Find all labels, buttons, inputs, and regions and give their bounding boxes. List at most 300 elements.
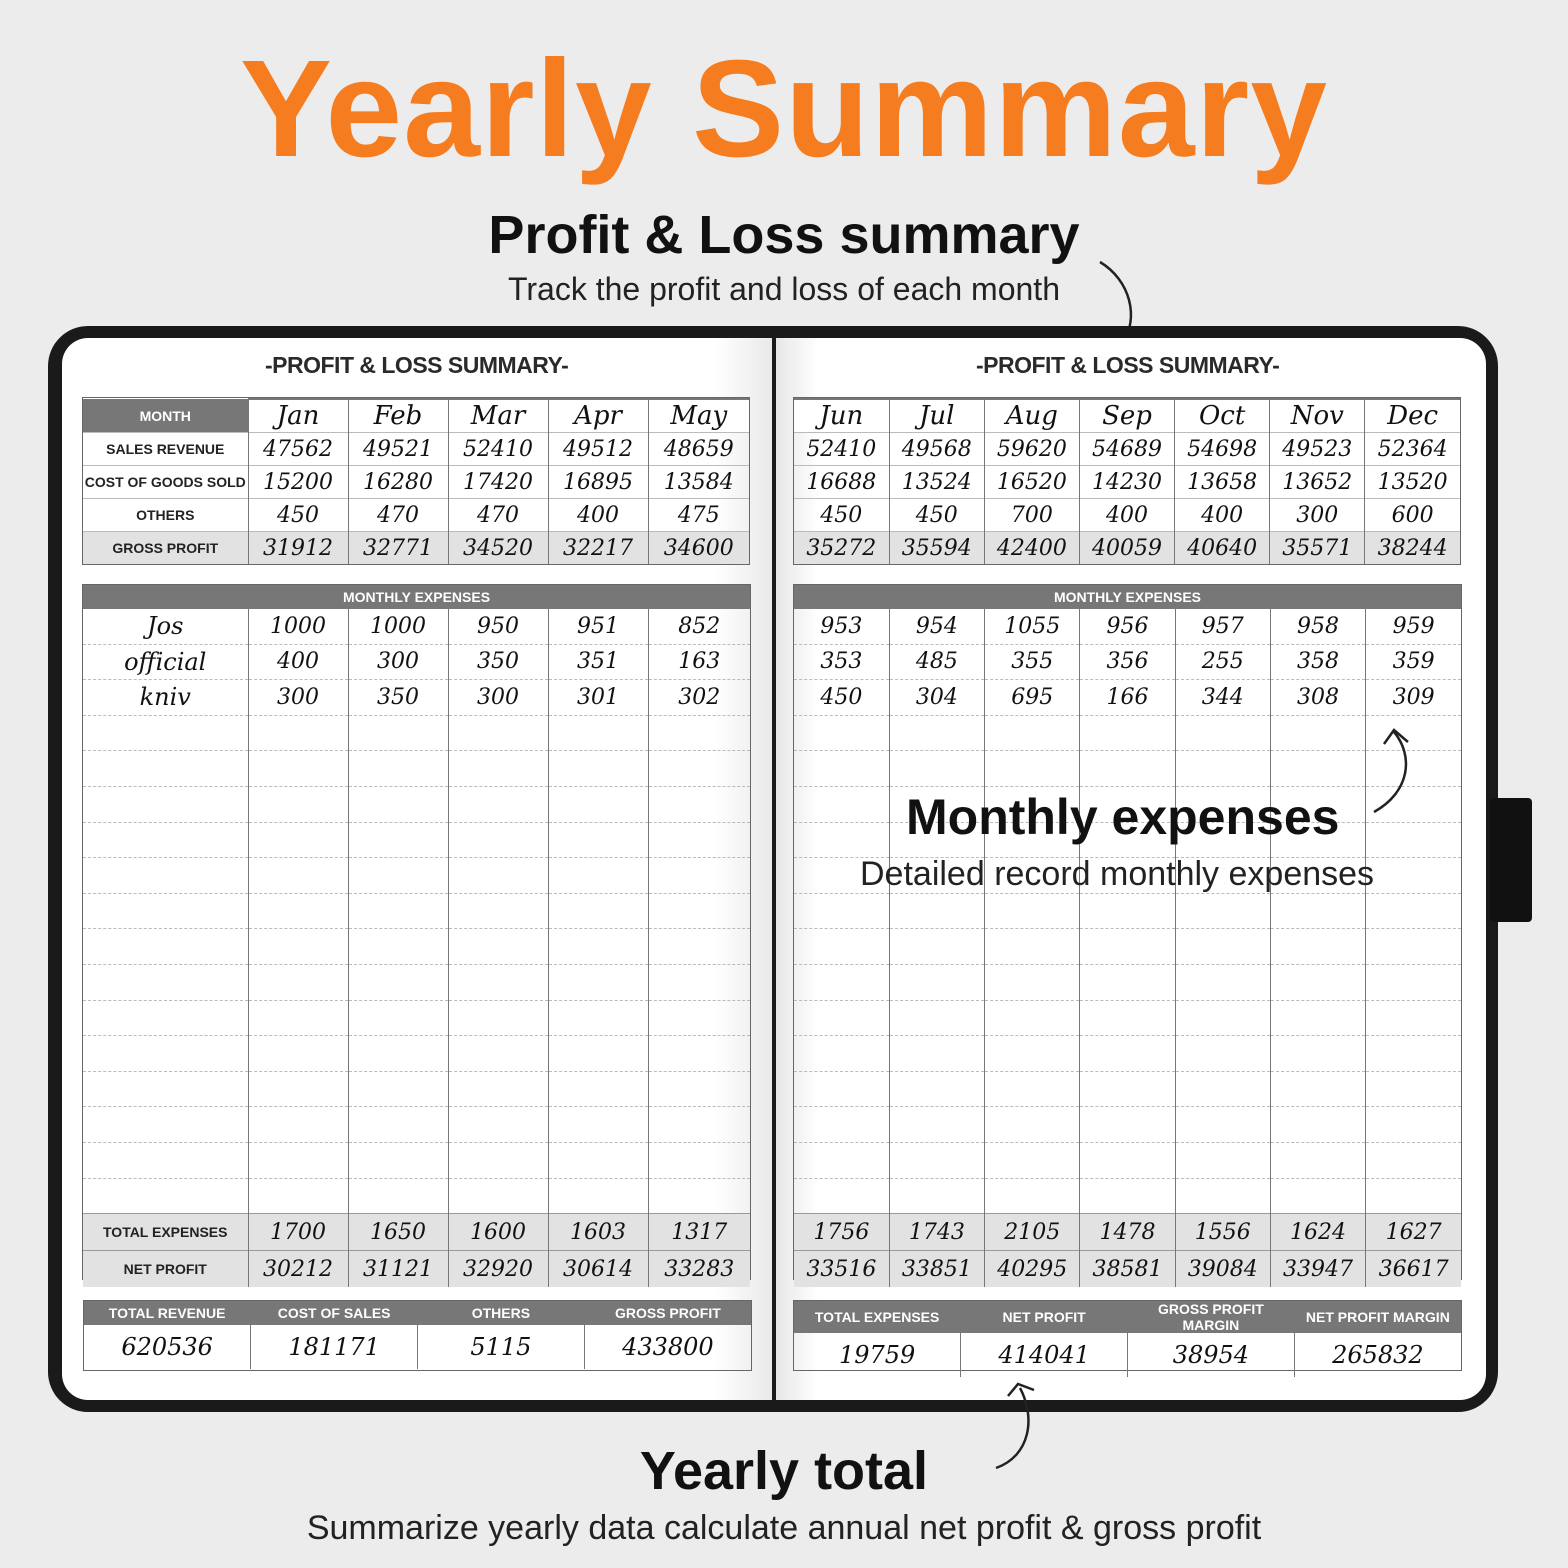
month-row — [83, 399, 749, 433]
blank-cell — [889, 1071, 984, 1107]
blank-cell — [548, 822, 648, 858]
expense-cell: 400 — [248, 644, 348, 680]
blank-cell — [889, 751, 984, 787]
expense-name: Jos — [147, 612, 184, 641]
others-label: OTHERS — [83, 499, 248, 532]
expense-cell: 954 — [889, 609, 984, 644]
blank-cell — [348, 786, 448, 822]
blank-cell — [889, 964, 984, 1000]
net-profit-margin-value: 265832 — [1294, 1333, 1461, 1377]
blank-cell — [83, 751, 248, 787]
blank-cell — [548, 1142, 648, 1178]
blank-cell — [248, 1142, 348, 1178]
blank-expense-row — [794, 893, 1461, 929]
blank-cell — [448, 964, 548, 1000]
right-expenses-table — [794, 585, 1461, 1287]
others-cell: 600 — [1365, 499, 1460, 532]
blank-expense-row — [83, 858, 750, 894]
net-profit-cell: 33283 — [648, 1251, 750, 1288]
cogs-cell: 13652 — [1270, 466, 1365, 499]
cogs-row — [83, 466, 749, 499]
pl-callout-subtitle: Track the profit and loss of each month — [508, 271, 1060, 307]
sales-label: SALES REVENUE — [83, 433, 248, 466]
expense-cell: 1055 — [985, 609, 1080, 644]
blank-cell — [83, 715, 248, 751]
blank-cell — [248, 1071, 348, 1107]
blank-cell — [794, 822, 889, 858]
blank-cell — [548, 1036, 648, 1072]
yearly-total-title: Yearly total — [639, 1441, 929, 1501]
blank-cell — [1080, 715, 1175, 751]
expense-row — [83, 609, 750, 644]
blank-cell — [794, 1000, 889, 1036]
cogs-cell: 16520 — [984, 466, 1079, 499]
expense-cell: 359 — [1366, 644, 1461, 680]
blank-cell — [448, 929, 548, 965]
net-profit-cell: 40295 — [985, 1251, 1080, 1288]
blank-cell — [1270, 715, 1365, 751]
blank-cell — [985, 715, 1080, 751]
total-expenses-cell: 1624 — [1270, 1214, 1365, 1251]
blank-expense-row — [794, 1071, 1461, 1107]
sales-cell: 49523 — [1270, 433, 1365, 466]
blank-cell — [248, 822, 348, 858]
net-profit-value: 414041 — [961, 1333, 1128, 1377]
blank-cell — [248, 786, 348, 822]
expense-cell: 351 — [548, 644, 648, 680]
net-profit-cell: 33947 — [1270, 1251, 1365, 1288]
total-revenue-label: TOTAL REVENUE — [84, 1301, 251, 1325]
left-yearly-table — [84, 1301, 751, 1369]
blank-cell — [1175, 715, 1270, 751]
expenses-header-row — [794, 585, 1461, 609]
expense-row — [794, 644, 1461, 680]
blank-expense-row — [83, 893, 750, 929]
blank-cell — [1080, 1071, 1175, 1107]
gross-label: GROSS PROFIT — [83, 532, 248, 565]
expense-cell: 959 — [1366, 609, 1461, 644]
blank-cell — [348, 1071, 448, 1107]
blank-cell — [348, 715, 448, 751]
blank-cell — [548, 1178, 648, 1214]
total-expenses-label: TOTAL EXPENSES — [794, 1301, 961, 1333]
month-jan: Jan — [248, 399, 348, 433]
net-profit-row — [83, 1251, 750, 1288]
cost-of-sales-value: 181171 — [251, 1325, 418, 1369]
expense-cell: 951 — [548, 609, 648, 644]
gross-cell: 34600 — [648, 532, 749, 565]
blank-cell — [248, 715, 348, 751]
sales-cell: 48659 — [648, 433, 749, 466]
expense-row — [794, 609, 1461, 644]
expense-cell: 353 — [794, 644, 889, 680]
cogs-cell: 13584 — [648, 466, 749, 499]
blank-cell — [83, 858, 248, 894]
gross-cell: 35594 — [889, 532, 984, 565]
net-profit-cell: 36617 — [1366, 1251, 1461, 1288]
net-profit-row — [794, 1251, 1461, 1288]
blank-cell — [794, 893, 889, 929]
gross-cell: 32217 — [548, 532, 648, 565]
blank-cell — [1080, 1107, 1175, 1143]
blank-cell — [1366, 929, 1461, 965]
blank-cell — [448, 1000, 548, 1036]
expense-cell: 302 — [648, 680, 750, 716]
blank-cell — [348, 964, 448, 1000]
gross-cell: 35272 — [794, 532, 889, 565]
sales-cell: 49521 — [348, 433, 448, 466]
yearly-value-row — [794, 1333, 1461, 1377]
page-title: Yearly Summary — [239, 32, 1328, 186]
net-profit-cell: 33516 — [794, 1251, 889, 1288]
blank-cell — [448, 751, 548, 787]
blank-cell — [985, 1107, 1080, 1143]
expense-cell: 956 — [1080, 609, 1175, 644]
month-row — [794, 399, 1460, 433]
blank-cell — [1080, 1142, 1175, 1178]
blank-cell — [83, 929, 248, 965]
month-nov: Nov — [1270, 399, 1365, 433]
cogs-cell: 13524 — [889, 466, 984, 499]
blank-cell — [1175, 893, 1270, 929]
blank-cell — [1270, 1178, 1365, 1214]
gross-cell: 40059 — [1079, 532, 1174, 565]
blank-cell — [248, 1000, 348, 1036]
blank-cell — [548, 715, 648, 751]
total-expenses-cell: 1650 — [348, 1214, 448, 1251]
expense-cell: 958 — [1270, 609, 1365, 644]
blank-cell — [648, 751, 750, 787]
cogs-cell: 17420 — [448, 466, 548, 499]
blank-cell — [1175, 1000, 1270, 1036]
expense-cell: 350 — [348, 680, 448, 716]
blank-cell — [348, 1107, 448, 1143]
blank-cell — [985, 1071, 1080, 1107]
blank-expense-row — [83, 715, 750, 751]
others-row — [83, 499, 749, 532]
right-page-title: -PROFIT & LOSS SUMMARY- — [976, 352, 1280, 378]
blank-cell — [794, 964, 889, 1000]
net-profit-cell: 30614 — [548, 1251, 648, 1288]
net-profit-cell: 30212 — [248, 1251, 348, 1288]
blank-cell — [83, 822, 248, 858]
cogs-cell: 16280 — [348, 466, 448, 499]
yearly-header-row — [794, 1301, 1461, 1333]
gross-profit-margin-value: 38954 — [1128, 1333, 1295, 1377]
blank-cell — [348, 929, 448, 965]
blank-cell — [548, 751, 648, 787]
blank-cell — [83, 1107, 248, 1143]
blank-cell — [1080, 964, 1175, 1000]
net-profit-cell: 33851 — [889, 1251, 984, 1288]
blank-cell — [1080, 893, 1175, 929]
expense-cell: 450 — [794, 680, 889, 716]
blank-cell — [248, 964, 348, 1000]
blank-cell — [83, 1142, 248, 1178]
month-dec: Dec — [1365, 399, 1460, 433]
blank-cell — [1270, 751, 1365, 787]
expense-cell: 304 — [889, 680, 984, 716]
blank-cell — [1080, 751, 1175, 787]
blank-cell — [1366, 1071, 1461, 1107]
month-jul: Jul — [889, 399, 984, 433]
blank-cell — [448, 893, 548, 929]
blank-cell — [1366, 1142, 1461, 1178]
expense-cell: 350 — [448, 644, 548, 680]
blank-cell — [1175, 1071, 1270, 1107]
blank-cell — [794, 715, 889, 751]
blank-cell — [794, 1071, 889, 1107]
sales-cell: 54689 — [1079, 433, 1174, 466]
blank-cell — [348, 893, 448, 929]
blank-cell — [889, 1000, 984, 1036]
others-cell: 475 — [648, 499, 749, 532]
blank-cell — [548, 1071, 648, 1107]
expense-cell: 300 — [348, 644, 448, 680]
others-cell: 450 — [794, 499, 889, 532]
blank-cell — [794, 1036, 889, 1072]
others-row — [794, 499, 1460, 532]
total-expenses-row — [794, 1214, 1461, 1251]
total-expenses-cell: 1756 — [794, 1214, 889, 1251]
expense-row — [83, 680, 750, 716]
expenses-header-row — [83, 585, 750, 609]
blank-expense-row — [794, 1142, 1461, 1178]
blank-cell — [889, 715, 984, 751]
blank-expense-row — [83, 1071, 750, 1107]
gross-profit-label: GROSS PROFIT — [584, 1301, 751, 1325]
gross-row — [794, 532, 1460, 565]
blank-cell — [1080, 1178, 1175, 1214]
total-expenses-cell: 1700 — [248, 1214, 348, 1251]
expense-cell: 695 — [985, 680, 1080, 716]
blank-cell — [985, 751, 1080, 787]
blank-cell — [548, 929, 648, 965]
blank-expense-row — [83, 1178, 750, 1214]
others-cell: 300 — [1270, 499, 1365, 532]
cogs-cell: 16688 — [794, 466, 889, 499]
blank-cell — [1366, 1107, 1461, 1143]
pen-loop-tab — [1490, 798, 1532, 922]
others-cell: 400 — [1175, 499, 1270, 532]
expense-row — [83, 644, 750, 680]
yearly-value-row — [84, 1325, 751, 1369]
left-expenses-table — [83, 585, 750, 1287]
monthly-expenses-label: MONTHLY EXPENSES — [83, 585, 750, 609]
gross-cell: 31912 — [248, 532, 348, 565]
blank-cell — [448, 1071, 548, 1107]
blank-cell — [889, 893, 984, 929]
sales-cell: 52410 — [794, 433, 889, 466]
blank-cell — [1175, 964, 1270, 1000]
blank-cell — [648, 1107, 750, 1143]
expense-cell: 356 — [1080, 644, 1175, 680]
blank-cell — [1270, 1000, 1365, 1036]
blank-expense-row — [83, 929, 750, 965]
blank-cell — [248, 1178, 348, 1214]
blank-cell — [648, 964, 750, 1000]
blank-cell — [1175, 1107, 1270, 1143]
blank-cell — [794, 929, 889, 965]
pl-callout-title: Profit & Loss summary — [488, 205, 1080, 265]
expense-cell: 344 — [1175, 680, 1270, 716]
blank-cell — [1175, 1142, 1270, 1178]
blank-cell — [448, 1107, 548, 1143]
expense-cell: 485 — [889, 644, 984, 680]
blank-cell — [83, 1000, 248, 1036]
blank-cell — [985, 1036, 1080, 1072]
total-expenses-row — [83, 1214, 750, 1251]
blank-cell — [648, 1071, 750, 1107]
yearly-total-subtitle: Summarize yearly data calculate annual net profit & gross profit — [306, 1509, 1262, 1547]
gross-cell: 42400 — [984, 532, 1079, 565]
total-expenses-cell: 1603 — [548, 1214, 648, 1251]
blank-cell — [1175, 929, 1270, 965]
blank-cell — [248, 751, 348, 787]
gross-row — [83, 532, 749, 565]
blank-cell — [1270, 1107, 1365, 1143]
blank-cell — [889, 1107, 984, 1143]
net-profit-label: NET PROFIT — [961, 1301, 1128, 1333]
blank-expense-row — [83, 964, 750, 1000]
blank-cell — [448, 1142, 548, 1178]
blank-cell — [648, 1178, 750, 1214]
left-pl-table — [83, 398, 749, 564]
blank-cell — [648, 1142, 750, 1178]
blank-cell — [889, 1178, 984, 1214]
blank-cell — [1366, 858, 1461, 894]
net-profit-cell: 31121 — [348, 1251, 448, 1288]
blank-cell — [348, 751, 448, 787]
total-expenses-cell: 1556 — [1175, 1214, 1270, 1251]
blank-cell — [83, 1036, 248, 1072]
month-aug: Aug — [984, 399, 1079, 433]
expense-cell: 953 — [820, 613, 863, 639]
others-cell: 400 — [548, 499, 648, 532]
others-value: 5115 — [418, 1325, 585, 1369]
curved-arrow-icon — [1370, 722, 1430, 818]
blank-cell — [348, 822, 448, 858]
blank-expense-row — [794, 1000, 1461, 1036]
blank-cell — [794, 786, 889, 822]
blank-cell — [794, 1178, 889, 1214]
blank-cell — [248, 929, 348, 965]
blank-cell — [548, 858, 648, 894]
expense-cell: 301 — [548, 680, 648, 716]
blank-expense-row — [83, 1036, 750, 1072]
blank-cell — [548, 964, 648, 1000]
blank-cell — [648, 1036, 750, 1072]
cogs-cell: 13520 — [1365, 466, 1460, 499]
blank-expense-row — [794, 964, 1461, 1000]
expense-cell: 1000 — [348, 609, 448, 644]
blank-cell — [1270, 929, 1365, 965]
expense-cell: 255 — [1175, 644, 1270, 680]
blank-cell — [348, 1178, 448, 1214]
gross-cell: 38244 — [1365, 532, 1460, 565]
blank-expense-row — [794, 751, 1461, 787]
month-mar: Mar — [448, 399, 548, 433]
blank-cell — [985, 1178, 1080, 1214]
blank-cell — [985, 893, 1080, 929]
blank-cell — [448, 715, 548, 751]
blank-cell — [648, 822, 750, 858]
total-expenses-cell: 1600 — [448, 1214, 548, 1251]
blank-cell — [1270, 893, 1365, 929]
total-expenses-cell: 1478 — [1080, 1214, 1175, 1251]
blank-cell — [1270, 1036, 1365, 1072]
blank-cell — [1270, 964, 1365, 1000]
sales-cell: 52364 — [1365, 433, 1460, 466]
blank-cell — [794, 751, 889, 787]
expense-cell: 957 — [1175, 609, 1270, 644]
blank-cell — [1270, 1071, 1365, 1107]
blank-expense-row — [83, 1142, 750, 1178]
blank-expense-row — [794, 1107, 1461, 1143]
expense-cell: 309 — [1366, 680, 1461, 716]
blank-expense-row — [794, 715, 1461, 751]
blank-cell — [448, 1036, 548, 1072]
blank-cell — [1366, 1178, 1461, 1214]
blank-cell — [348, 858, 448, 894]
expense-cell: 163 — [648, 644, 750, 680]
sales-row — [83, 433, 749, 466]
blank-expense-row — [794, 929, 1461, 965]
net-profit-cell: 38581 — [1080, 1251, 1175, 1288]
blank-cell — [1366, 964, 1461, 1000]
blank-cell — [548, 893, 648, 929]
blank-cell — [1366, 822, 1461, 858]
others-cell: 700 — [984, 499, 1079, 532]
total-expenses-cell: 1627 — [1366, 1214, 1461, 1251]
expense-cell: 300 — [248, 680, 348, 716]
blank-cell — [889, 929, 984, 965]
cogs-cell: 13658 — [1175, 466, 1270, 499]
blank-cell — [1175, 751, 1270, 787]
blank-cell — [248, 1036, 348, 1072]
blank-cell — [1270, 1142, 1365, 1178]
sales-cell: 54698 — [1175, 433, 1270, 466]
blank-cell — [985, 929, 1080, 965]
total-revenue-value: 620536 — [121, 1333, 213, 1361]
blank-cell — [248, 858, 348, 894]
month-sep: Sep — [1079, 399, 1174, 433]
expense-cell: 1000 — [248, 609, 348, 644]
blank-cell — [83, 964, 248, 1000]
blank-cell — [1366, 1000, 1461, 1036]
others-cell: 400 — [1079, 499, 1174, 532]
yearly-header-row — [84, 1301, 751, 1325]
blank-expense-row — [83, 822, 750, 858]
gross-profit-value: 433800 — [584, 1325, 751, 1369]
blank-cell — [448, 786, 548, 822]
gross-cell: 34520 — [448, 532, 548, 565]
month-apr: Apr — [548, 399, 648, 433]
gross-cell: 32771 — [348, 532, 448, 565]
blank-cell — [248, 1107, 348, 1143]
blank-cell — [548, 1000, 648, 1036]
blank-cell — [889, 1142, 984, 1178]
expense-cell: 300 — [448, 680, 548, 716]
month-may: May — [648, 399, 749, 433]
expense-cell: 950 — [448, 609, 548, 644]
blank-cell — [985, 1000, 1080, 1036]
sales-cell: 59620 — [984, 433, 1079, 466]
expense-name: kniv — [83, 680, 248, 716]
blank-cell — [648, 893, 750, 929]
cogs-cell: 15200 — [248, 466, 348, 499]
blank-cell — [348, 1000, 448, 1036]
